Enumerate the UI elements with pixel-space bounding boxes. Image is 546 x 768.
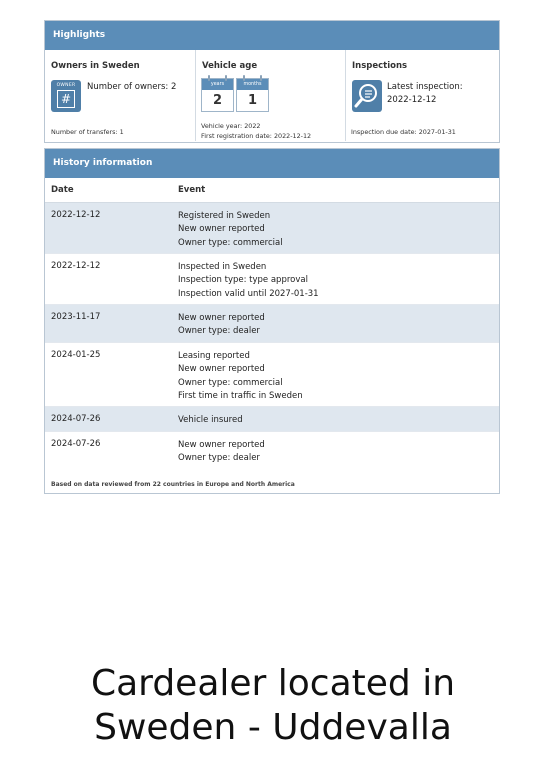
row-date: 2024-07-26 [51,414,101,424]
row-event: New owner reported [178,364,265,375]
months-calendar-icon: months 1 [236,78,269,112]
inspection-magnifier-icon [352,80,382,112]
data-source-note: Based on data reviewed from 22 countries in Europe and North America [51,481,295,488]
column-date: Date [51,185,74,195]
row-event: First time in traffic in Sweden [178,391,303,402]
highlights-panel [44,20,500,143]
table-row [45,432,499,470]
inspections-section [345,50,499,141]
row-event: Inspection type: type approval [178,275,308,286]
row-event: New owner reported [178,313,265,323]
caption-line-2: Sweden - Uddevalla [94,707,452,748]
highlights-header: Highlights [45,21,499,50]
owners-count: Number of owners: 2 [87,82,177,92]
vehicle-age-section [195,50,346,141]
row-event: New owner reported [178,440,265,450]
months-value: 1 [247,93,258,108]
row-event: Owner type: commercial [178,237,283,248]
table-row [45,203,499,254]
row-event: Inspected in Sweden [178,262,267,272]
row-event: Vehicle insured [178,415,243,425]
row-event: New owner reported [178,224,265,235]
owners-section [45,50,195,141]
first-registration: First registration date: 2022-12-12 [201,132,312,140]
table-row [45,254,499,305]
row-date: 2022-12-12 [51,210,101,220]
row-event: Inspection valid until 2027-01-31 [178,288,319,299]
dealer-caption [0,662,546,750]
owners-title: Owners in Sweden [51,61,140,71]
row-event: Leasing reported [178,351,250,361]
table-row [45,343,499,407]
caption-line-1: Cardealer located in [90,663,456,704]
row-event: Registered in Sweden [178,211,271,221]
history-table-header [45,178,499,203]
row-date: 2023-11-17 [51,312,101,322]
owner-icon: OWNER # [51,80,81,112]
table-row [45,407,499,432]
row-event: Owner type: dealer [178,326,260,337]
latest-inspection-label: Latest inspection: [387,82,463,92]
transfers-count: Number of transfers: 1 [51,128,124,136]
row-date: 2024-01-25 [51,350,101,360]
column-event: Event [178,185,206,195]
vehicle-year: Vehicle year: 2022 [201,122,261,130]
inspection-due-date: Inspection due date: 2027-01-31 [351,128,456,136]
row-event: Owner type: commercial [178,377,283,388]
vehicle-age-title: Vehicle age [202,61,258,71]
latest-inspection-date: 2022-12-12 [387,95,437,105]
row-date: 2022-12-12 [51,261,101,271]
row-event: Owner type: dealer [178,453,260,464]
table-row [45,305,499,343]
inspections-title: Inspections [352,61,408,71]
history-panel [44,148,500,494]
history-header: History information [45,149,499,178]
years-value: 2 [212,93,223,108]
row-date: 2024-07-26 [51,439,101,449]
years-calendar-icon: years 2 [201,78,234,112]
